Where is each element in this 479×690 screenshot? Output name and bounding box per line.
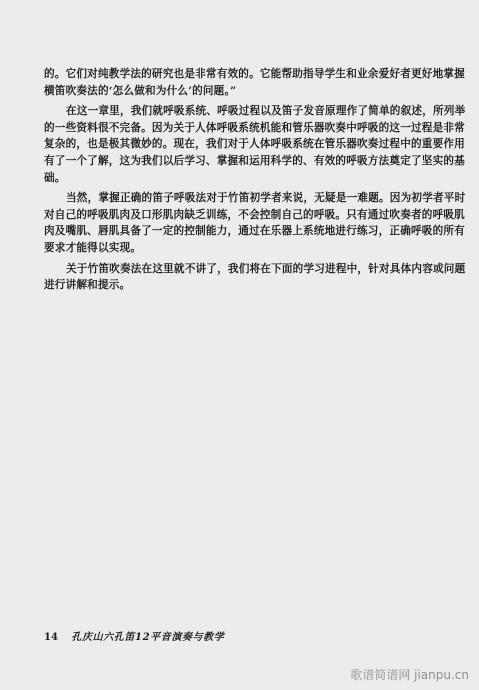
paragraph-3 [44, 190, 466, 256]
text-line: 础。 [44, 171, 66, 184]
paragraph-1 [44, 66, 465, 99]
text-line: 横笛吹奏法的‘怎么做和为什么’的问题。” [44, 84, 237, 97]
page-footer [44, 628, 224, 643]
site-watermark: 歌谱简谱网 jianpu.cn [350, 668, 469, 682]
text-line: 肉及嘴肌、唇肌具备了一定的控制能力，通过在乐器上系统地进行练习，正确呼吸的所有 [44, 225, 465, 238]
text-line: 要求才能得以实现。 [44, 241, 142, 254]
body-text [44, 66, 466, 298]
book-title: 孔庆山六孔笛12平音演奏与教学 [71, 632, 225, 643]
paragraph-2 [44, 103, 466, 186]
text-line: 复杂的，也是极其微妙的。现在，我们对于人体呼吸系统在管乐器吹奏过程中的重要作用 [44, 138, 465, 151]
text-line: 在这一章里，我们就呼吸系统、呼吸过程以及笛子发音原理作了简单的叙述，所列举 [66, 105, 466, 118]
paragraph-4 [44, 261, 466, 294]
text-line: 当然，掌握正确的笛子呼吸法对于竹笛初学者来说，无疑是一难题。因为初学者平时 [66, 192, 466, 205]
text-line: 关于竹笛吹奏法在这里就不讲了，我们将在下面的学习进程中，针对具体内容或问题 [66, 262, 466, 275]
text-line: 对自己的呼吸肌肉及口形肌肉缺乏训练，不会控制自己的呼吸。只有通过吹奏者的呼吸肌 [44, 208, 465, 221]
text-line: 的一些资料很不完备。因为关于人体呼吸系统机能和管乐器吹奏中呼吸的这一过程是非常 [44, 121, 465, 134]
text-line: 进行讲解和提示。 [44, 279, 131, 292]
text-line: 有了一个了解，这为我们以后学习、掌握和运用科学的、有效的呼吸方法奠定了坚实的基 [44, 154, 465, 167]
text-line: 的。它们对纯教学法的研究也是非常有效的。它能帮助指导学生和业余爱好者更好地掌握 [44, 68, 465, 80]
page-number: 14 [44, 632, 58, 643]
